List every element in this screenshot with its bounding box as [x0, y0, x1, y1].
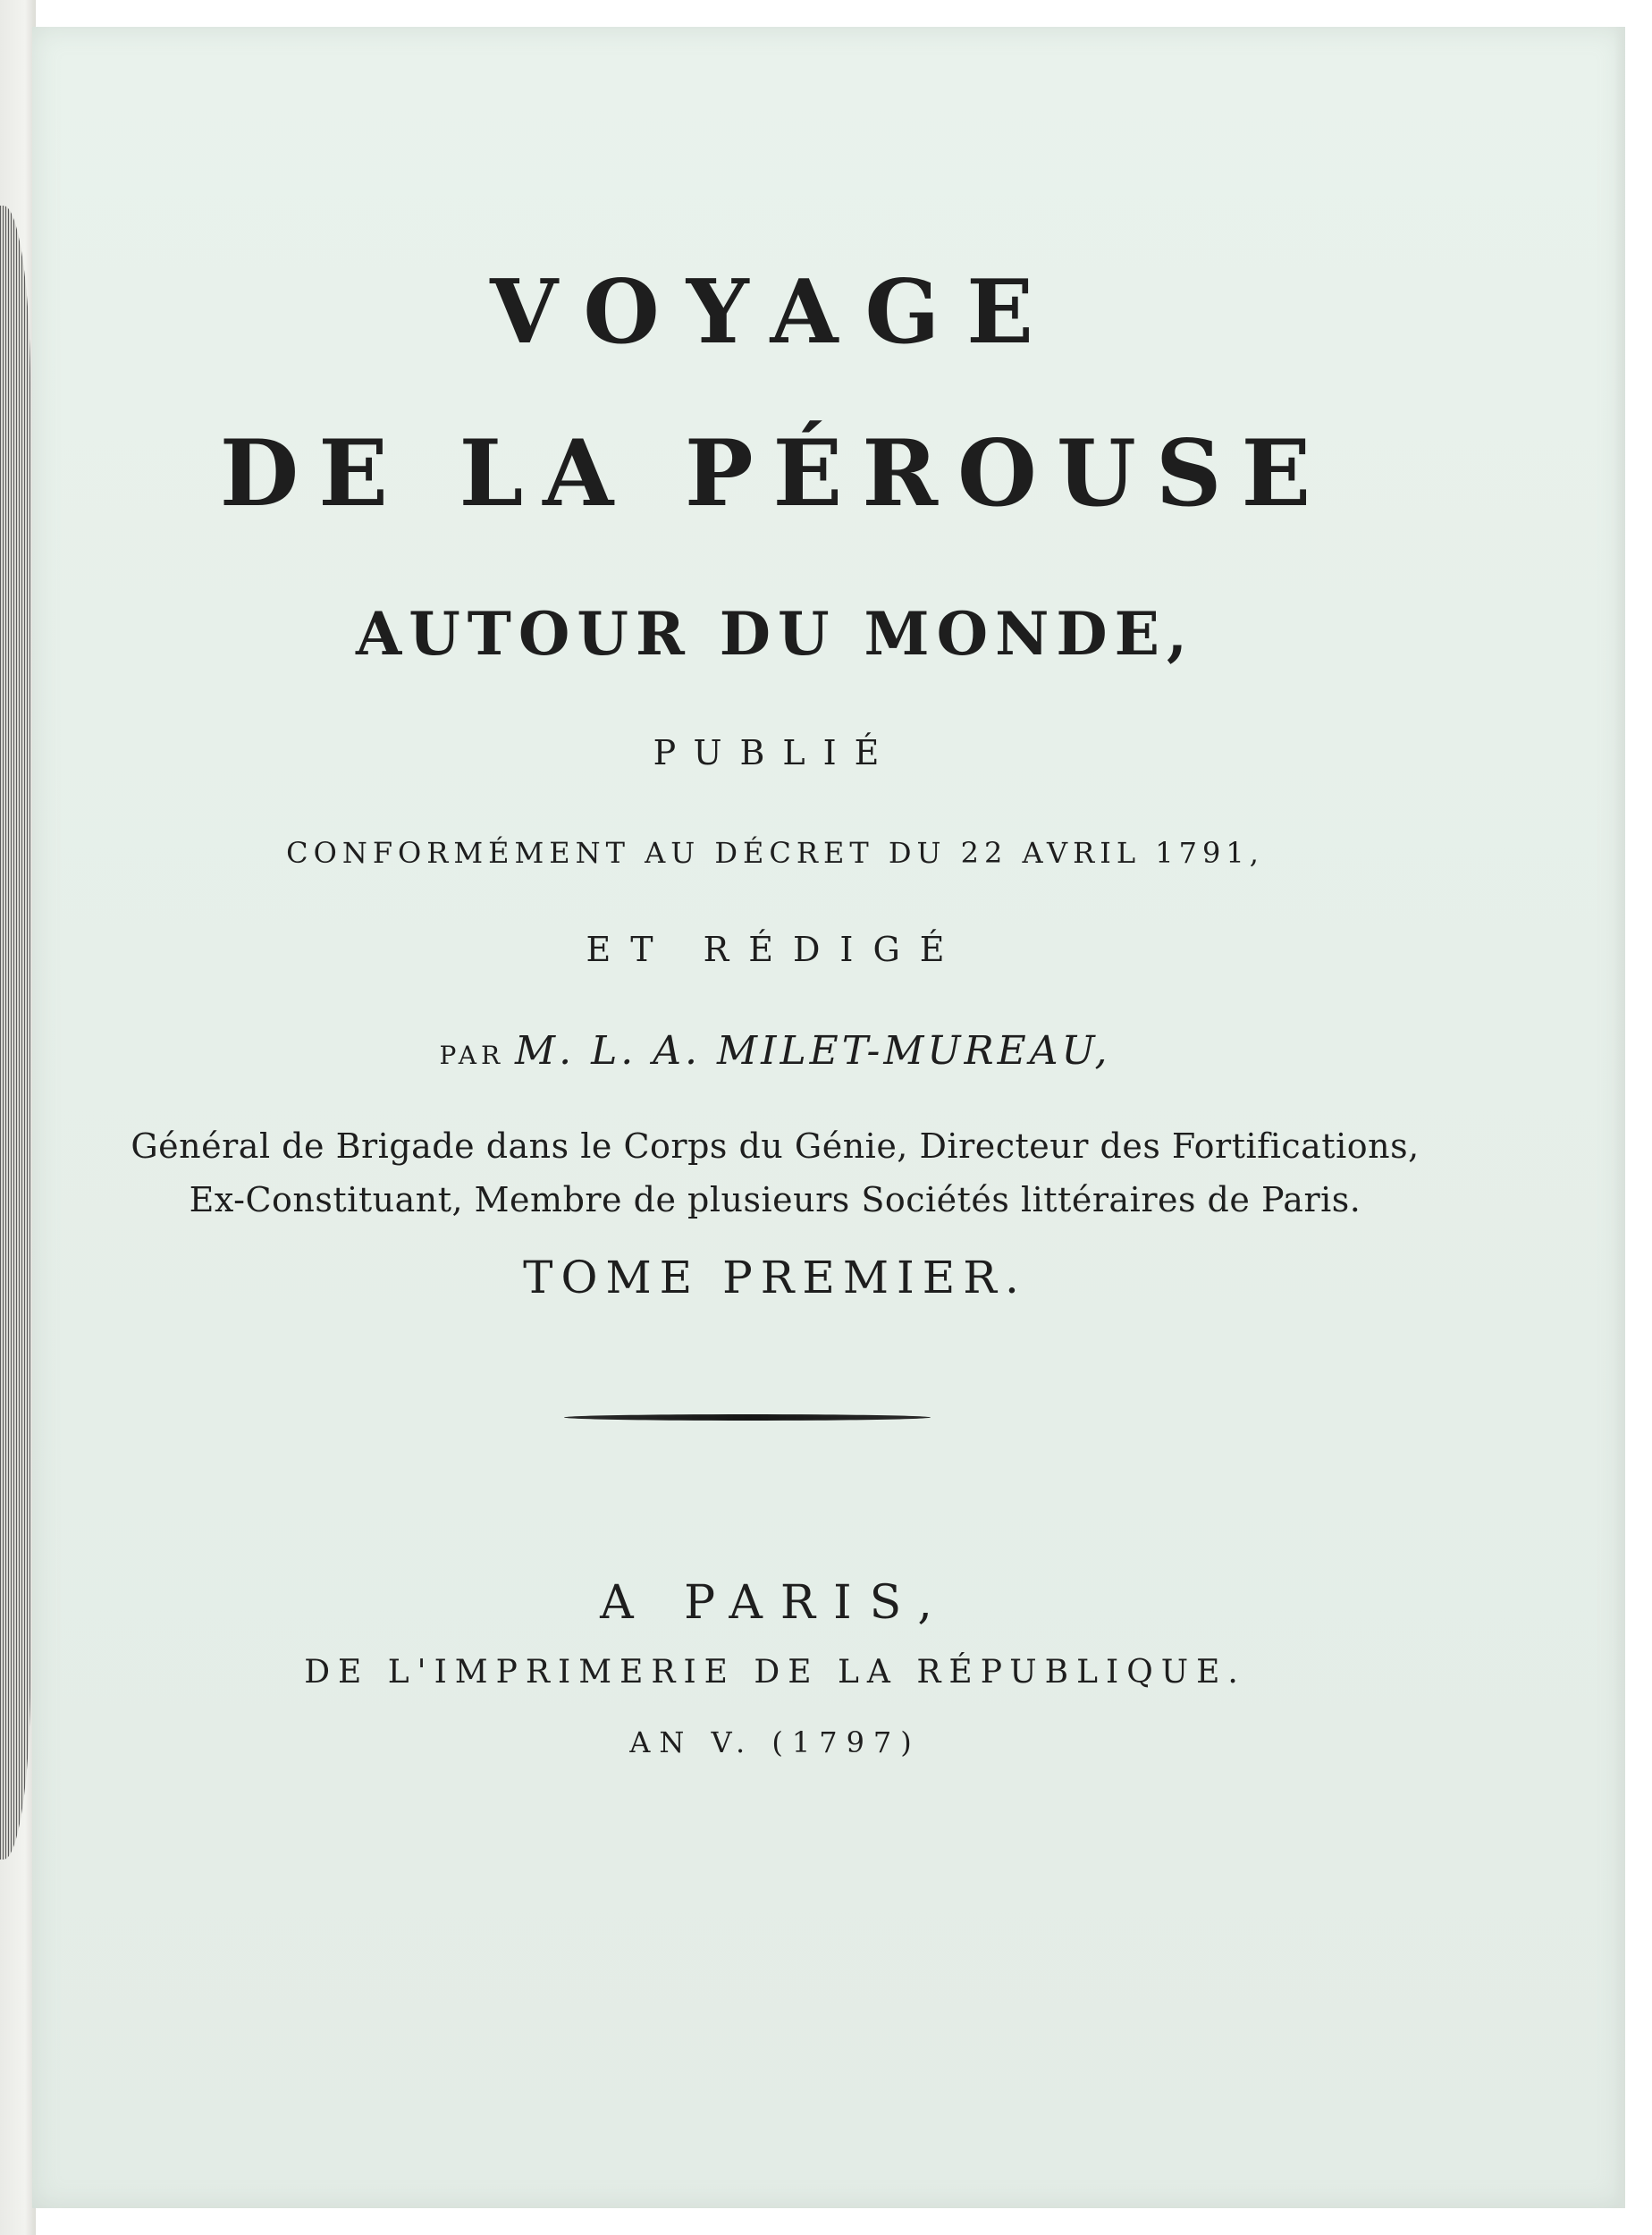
imprint-printer: DE L'IMPRIMERIE DE LA RÉPUBLIQUE. [304, 1654, 1246, 1691]
page-edge-shadow [1614, 27, 1625, 2208]
facing-page-edge [0, 0, 36, 2235]
par-word: PAR [439, 1041, 505, 1070]
volume-line: TOME PREMIER. [523, 1252, 1027, 1303]
title-page [32, 27, 1625, 2208]
ornamental-rule [564, 1414, 931, 1421]
title-de-la-perouse: DE LA PÉROUSE [219, 420, 1331, 527]
credentials-line-1: Général de Brigade dans le Corps du Génie, Directeur des Fortifications, [131, 1126, 1420, 1166]
redige-line: ET RÉDIGÉ [586, 930, 965, 969]
credentials-line-2: Ex-Constituant, Membre de plusieurs Sociétés littéraires de Paris. [189, 1180, 1361, 1219]
decret-line: CONFORMÉMENT AU DÉCRET DU 22 AVRIL 1791, [286, 836, 1264, 870]
frontispiece-engraving-edge [0, 206, 30, 1860]
imprint-year: AN V. (1797) [629, 1725, 921, 1759]
imprint-place: A PARIS, [600, 1576, 950, 1630]
editor-name: M. L. A. MILET-MUREAU, [515, 1028, 1111, 1074]
editor-line [32, 1028, 1518, 1074]
subtitle-autour-du-monde: AUTOUR DU MONDE, [356, 599, 1194, 669]
publie-line: PUBLIÉ [653, 733, 898, 772]
title-voyage: VOYAGE [490, 261, 1060, 364]
